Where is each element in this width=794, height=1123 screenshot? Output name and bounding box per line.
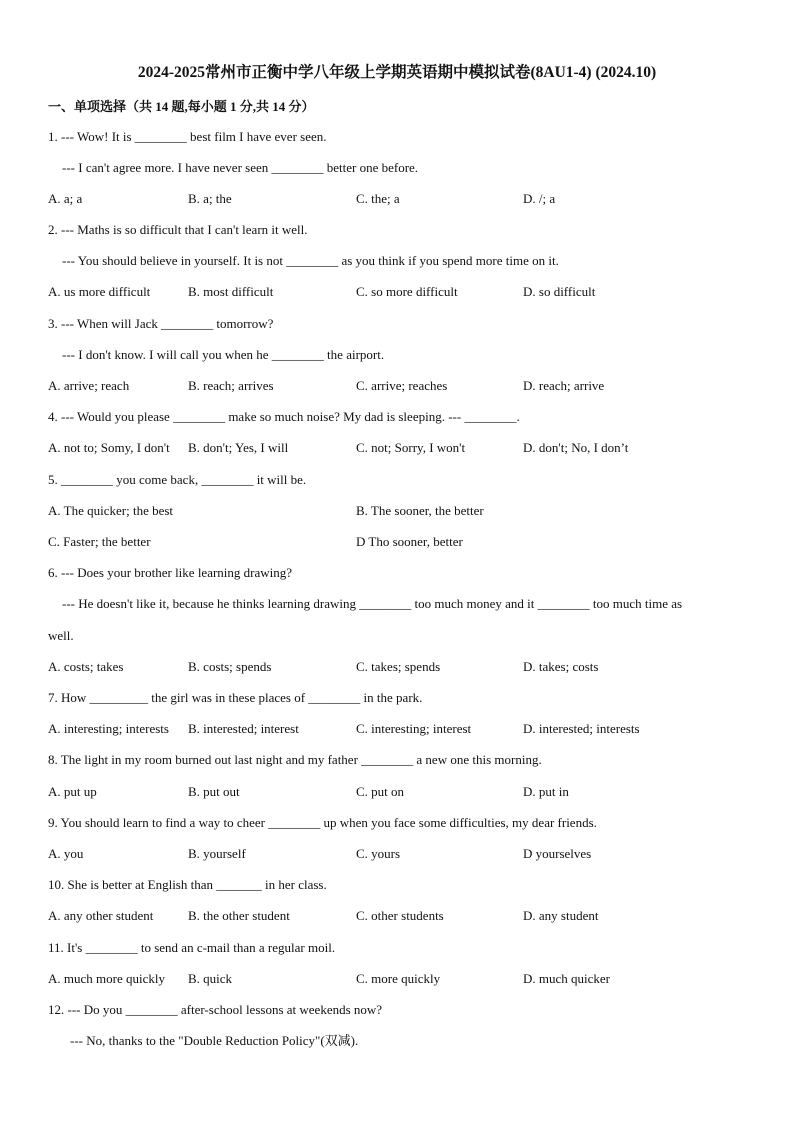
q5-option-b: B. The sooner, the better [356, 503, 484, 518]
q3-option-c: C. arrive; reaches [356, 378, 448, 393]
question-6-reply: --- He doesn't like it, because he thinks learning drawing ________ too much money and it ________ too much time as [62, 596, 683, 611]
q6-option-d: D. takes; costs [523, 659, 599, 674]
q3-option-d: D. reach; arrive [523, 378, 605, 393]
q4-option-b: B. don't; Yes, I will [188, 440, 289, 455]
question-9-stem: 9. You should learn to find a way to cheer ________ up when you face some difficulties, my dear friends. [48, 815, 597, 830]
q5-option-c: C. Faster; the better [48, 534, 151, 549]
q5-option-d: D Tho sooner, better [356, 534, 463, 549]
question-3-stem: 3. --- When will Jack ________ tomorrow? [48, 316, 274, 331]
q2-option-c: C. so more difficult [356, 284, 458, 299]
page-title: 2024-2025常州市正衡中学八年级上学期英语期中模拟试卷(8AU1-4) (2024.10) [137, 64, 657, 81]
question-4-stem: 4. --- Would you please ________ make so much noise? My dad is sleeping. --- ________. [48, 409, 520, 424]
q1-option-a: A. a; a [48, 191, 83, 206]
q5-option-a: A. The quicker; the best [48, 503, 174, 518]
q11-option-d: D. much quicker [523, 971, 611, 986]
q9-option-a: A. you [48, 846, 84, 861]
q10-option-a: A. any other student [48, 908, 154, 923]
q4-option-a: A. not to; Somy, I don't [48, 440, 170, 455]
q9-option-b: B. yourself [188, 846, 246, 861]
q1-option-b: B. a; the [188, 191, 232, 206]
q2-option-a: A. us more difficult [48, 284, 151, 299]
q8-option-d: D. put in [523, 784, 569, 799]
q8-option-c: C. put on [356, 784, 405, 799]
question-7-stem: 7. How _________ the girl was in these places of ________ in the park. [48, 690, 423, 705]
q11-option-c: C. more quickly [356, 971, 441, 986]
q4-option-c: C. not; Sorry, I won't [356, 440, 466, 455]
question-8-stem: 8. The light in my room burned out last night and my father ________ a new one this morning. [48, 752, 542, 767]
q4-option-d: D. don't; No, I don’t [523, 440, 629, 455]
question-5-stem: 5. ________ you come back, ________ it will be. [48, 472, 307, 487]
q2-option-b: B. most difficult [188, 284, 274, 299]
q1-option-d: D. /; a [523, 191, 556, 206]
question-2-reply: --- You should believe in yourself. It is not ________ as you think if you spend more time on it. [62, 253, 559, 268]
q6-option-a: A. costs; takes [48, 659, 124, 674]
question-12-stem: 12. --- Do you ________ after-school lessons at weekends now? [48, 1002, 383, 1017]
q10-option-d: D. any student [523, 908, 599, 923]
q9-option-c: C. yours [356, 846, 401, 861]
q6-option-c: C. takes; spends [356, 659, 441, 674]
q2-option-d: D. so difficult [523, 284, 596, 299]
q6-option-b: B. costs; spends [188, 659, 272, 674]
question-3-reply: --- I don't know. I will call you when he ________ the airport. [62, 347, 385, 362]
q8-option-b: B. put out [188, 784, 240, 799]
question-1-stem: 1. --- Wow! It is ________ best film I have ever seen. [48, 129, 327, 144]
q7-option-d: D. interested; interests [523, 721, 640, 736]
q3-option-b: B. reach; arrives [188, 378, 274, 393]
q7-option-b: B. interested; interest [188, 721, 299, 736]
q7-option-a: A. interesting; interests [48, 721, 169, 736]
q1-option-c: C. the; a [356, 191, 400, 206]
question-10-stem: 10. She is better at English than _______ in her class. [48, 877, 327, 892]
q11-option-a: A. much more quickly [48, 971, 165, 986]
q11-option-b: B. quick [188, 971, 233, 986]
q8-option-a: A. put up [48, 784, 97, 799]
question-12-reply: --- No, thanks to the "Double Reduction Policy"(双减). [70, 1033, 359, 1048]
q10-option-c: C. other students [356, 908, 444, 923]
q10-option-b: B. the other student [188, 908, 290, 923]
question-11-stem: 11. It's ________ to send an c-mail than a regular moil. [48, 940, 336, 955]
question-1-reply: --- I can't agree more. I have never seen ________ better one before. [62, 160, 419, 175]
question-6-stem: 6. --- Does your brother like learning drawing? [48, 565, 293, 580]
question-6-reply-continued: well. [48, 628, 74, 643]
question-2-stem: 2. --- Maths is so difficult that I can't learn it well. [48, 222, 308, 237]
q3-option-a: A. arrive; reach [48, 378, 130, 393]
q7-option-c: C. interesting; interest [356, 721, 472, 736]
section-heading: 一、单项选择（共 14 题,每小题 1 分,共 14 分） [48, 99, 315, 114]
q9-option-d: D yourselves [523, 846, 592, 861]
